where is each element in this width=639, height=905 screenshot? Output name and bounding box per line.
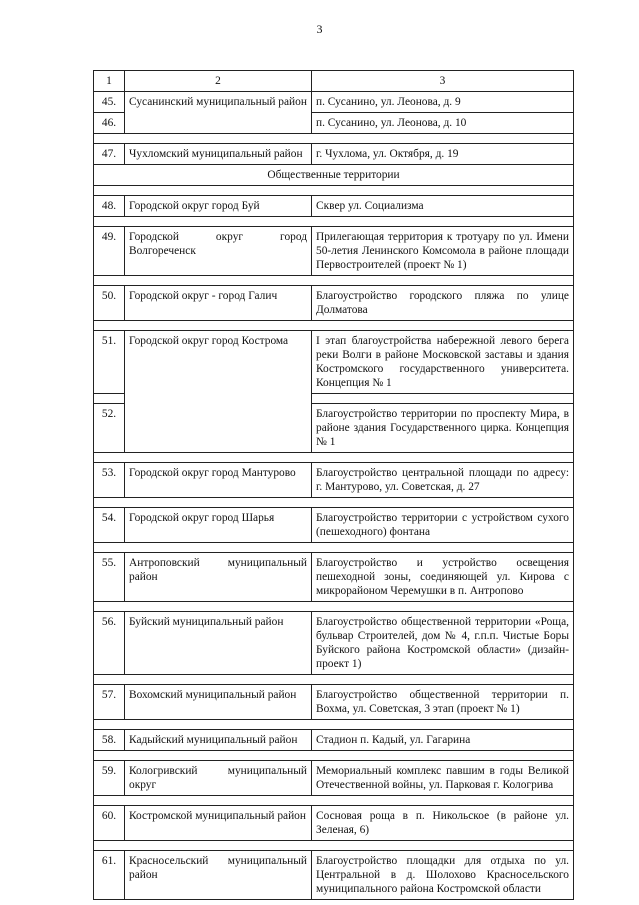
row-number: 45.: [94, 92, 125, 113]
district-cell: Городской округ город Волгореченск: [125, 227, 312, 276]
district-cell: Чухломский муниципальный район: [125, 144, 312, 165]
table-row: [94, 144, 574, 165]
district-cell: Костромской муниципальный район: [125, 806, 312, 841]
district-cell: Сусанинский муниципальный район: [125, 92, 312, 134]
row-gap: [94, 751, 574, 761]
table-row: [94, 761, 574, 796]
district-cell: Городской округ город Шарья: [125, 508, 312, 543]
district-cell: Кологривский муниципальный округ: [125, 761, 312, 796]
table-header-row: [94, 71, 574, 92]
row-number: 53.: [94, 463, 125, 498]
section-row: [94, 165, 574, 186]
table-row: [94, 227, 574, 276]
object-cell: Благоустройство общественной территории п. Вохма, ул. Советская, 3 этап (проект № 1): [312, 685, 574, 720]
row-gap: [94, 321, 574, 331]
row-gap: [94, 841, 574, 851]
object-cell: I этап благоустройства набережной левого берега реки Волги в районе Московской заставы и здания Костромского государственного университета. Концепция № 1: [312, 331, 574, 394]
row-number: 55.: [94, 553, 125, 602]
row-number: 57.: [94, 685, 125, 720]
district-cell: Городской округ город Кострома: [125, 331, 312, 453]
row-number: 46.: [94, 113, 125, 134]
district-cell: Вохомский муниципальный район: [125, 685, 312, 720]
table-row: [94, 851, 574, 900]
table-row: [94, 685, 574, 720]
row-number: 56.: [94, 612, 125, 675]
table-row: [94, 806, 574, 841]
row-gap: [94, 543, 574, 553]
objects-table: [93, 70, 574, 900]
table-row: [94, 463, 574, 498]
table-row: [94, 508, 574, 543]
table-row: [94, 612, 574, 675]
row-number: 58.: [94, 730, 125, 751]
row-number: 60.: [94, 806, 125, 841]
district-cell: Городской округ - город Галич: [125, 286, 312, 321]
row-gap: [94, 453, 574, 463]
object-cell: Благоустройство территории с устройством сухого (пешеходного) фонтана: [312, 508, 574, 543]
column-header-2: 2: [125, 71, 312, 92]
row-number: 54.: [94, 508, 125, 543]
district-cell: Антроповский муниципальный район: [125, 553, 312, 602]
object-cell: п. Сусанино, ул. Леонова, д. 9: [312, 92, 574, 113]
district-cell: Красносельский муниципальный район: [125, 851, 312, 900]
row-gap: [94, 276, 574, 286]
row-gap: [94, 498, 574, 508]
object-cell: Благоустройство площадки для отдыха по ул. Центральной в д. Шолохово Красносельского муниципального района Костромской области: [312, 851, 574, 900]
row-number: 49.: [94, 227, 125, 276]
section-title: Общественные территории: [94, 165, 574, 186]
row-gap: [94, 602, 574, 612]
district-cell: Кадыйский муниципальный район: [125, 730, 312, 751]
object-cell: Сосновая роща в п. Никольское (в районе ул. Зеленая, 6): [312, 806, 574, 841]
column-header-1: 1: [94, 71, 125, 92]
object-cell: Благоустройство общественной территории «Роща, бульвар Строителей, дом № 4, г.п.п. Чистые Боры Буйского района Костромской области» (дизайн-проект 1): [312, 612, 574, 675]
row-number: 47.: [94, 144, 125, 165]
row-gap: [94, 720, 574, 730]
row-number: 52.: [94, 404, 125, 453]
table-row: [94, 553, 574, 602]
district-cell: Буйский муниципальный район: [125, 612, 312, 675]
table-row: [94, 730, 574, 751]
row-number: 48.: [94, 196, 125, 217]
row-number: 51.: [94, 331, 125, 394]
row-number: 61.: [94, 851, 125, 900]
object-cell: Благоустройство городского пляжа по улице Долматова: [312, 286, 574, 321]
district-cell: Городской округ город Буй: [125, 196, 312, 217]
object-cell: Благоустройство и устройство освещения пешеходной зоны, соединяющей ул. Кирова с микрорайоном Черемушки в п. Антропово: [312, 553, 574, 602]
object-cell: Мемориальный комплекс павшим в годы Великой Отечественной войны, ул. Парковая г. Кологрива: [312, 761, 574, 796]
row-number: 50.: [94, 286, 125, 321]
table-row: [94, 331, 574, 394]
row-gap: [94, 186, 574, 196]
object-cell: Сквер ул. Социализма: [312, 196, 574, 217]
table-row: [94, 196, 574, 217]
column-header-3: 3: [312, 71, 574, 92]
table-row: [94, 92, 574, 113]
district-cell: Городской округ город Мантурово: [125, 463, 312, 498]
object-cell: Благоустройство территории по проспекту Мира, в районе здания Государственного цирка. Концепция № 1: [312, 404, 574, 453]
row-gap: [94, 675, 574, 685]
row-number: 59.: [94, 761, 125, 796]
object-cell: Благоустройство центральной площади по адресу: г. Мантурово, ул. Советская, д. 27: [312, 463, 574, 498]
object-cell: п. Сусанино, ул. Леонова, д. 10: [312, 113, 574, 134]
row-gap: [94, 796, 574, 806]
row-gap: [94, 217, 574, 227]
object-cell: Прилегающая территория к тротуару по ул. Имени 50-летия Ленинского Комсомола в районе площади Первостроителей (проект № 1): [312, 227, 574, 276]
object-cell: г. Чухлома, ул. Октября, д. 19: [312, 144, 574, 165]
page-number: 3: [316, 22, 323, 36]
object-cell: Стадион п. Кадый, ул. Гагарина: [312, 730, 574, 751]
row-gap: [94, 134, 574, 144]
table-row: [94, 286, 574, 321]
